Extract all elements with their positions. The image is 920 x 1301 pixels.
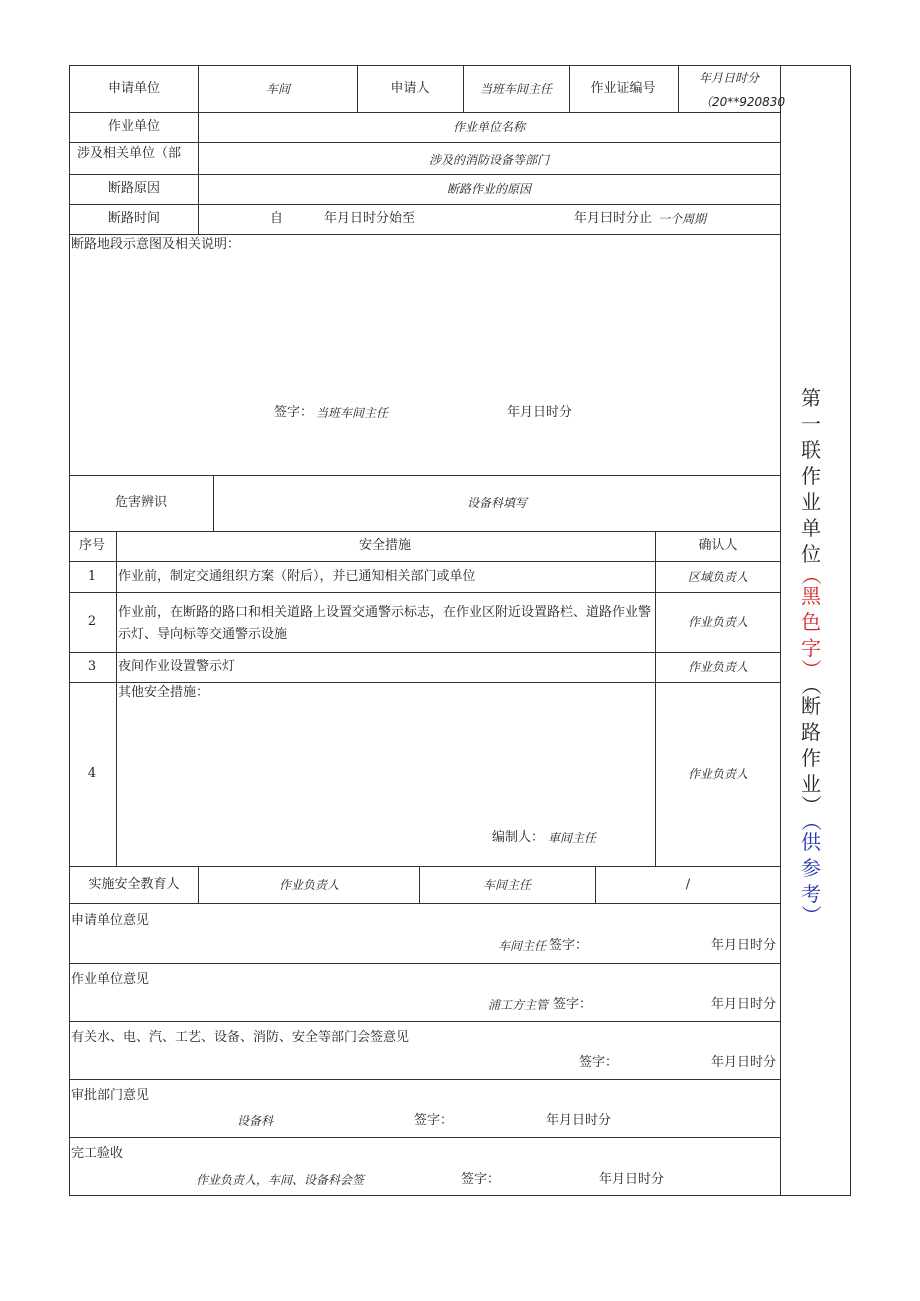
col-measure-header: 安全措施 — [358, 538, 412, 553]
side-note-part3: （ 断 路 作 业 ） — [799, 675, 823, 815]
compiler-value: 車间主任 — [548, 831, 597, 845]
side-note-part4: （ 供 参 考 ） — [799, 811, 823, 925]
measure-no: 4 — [87, 766, 97, 781]
reason-label: 断路原因 — [107, 181, 161, 196]
reason-value: 断路作业的原因 — [446, 182, 532, 196]
measure-text: 作业前，在断路的路口和相关道路上设置交通警示标志，在作业区附近设置路栏、道路作业警示灯、导向标等交通警示设施 — [118, 605, 652, 642]
measure-confirm: 区域负责人 — [687, 570, 749, 584]
opinion-label: 完工验收 — [71, 1146, 124, 1161]
apply-unit-value: 车间 — [265, 82, 291, 96]
measure-no: 2 — [87, 614, 97, 629]
time-start: 年月日时分始至 — [324, 211, 416, 226]
measure-confirm: 作业负责人 — [687, 660, 749, 674]
diagram-sign-value: 当班车间主任 — [316, 406, 389, 420]
measure-text: 作业前，制定交通组织方案（附后），并已通知相关部门或单位 — [118, 569, 476, 584]
side-column-divider — [780, 65, 781, 1196]
opinion-signer: 作业负责人，车间、设备科会签 — [196, 1173, 365, 1187]
permit-no-label: 作业证编号 — [590, 81, 656, 96]
work-unit-value: 作业单位名称 — [452, 120, 526, 134]
education-label: 实施安全教育人 — [88, 877, 180, 892]
measure-confirm: 作业负责人 — [687, 615, 749, 629]
related-unit-value: 涉及的消防设备等部门 — [428, 153, 550, 167]
diagram-label: 断路地段示意图及相关说明： — [71, 237, 241, 252]
opinion-label: 作业单位意见 — [71, 972, 150, 987]
opinion-label: 申请单位意见 — [71, 913, 150, 928]
opinion-signer: 车间主任 — [498, 939, 547, 953]
opinion-date: 年月日时分 — [711, 1055, 777, 1070]
time-end: 年月曰时分止 — [574, 211, 653, 226]
measure-no: 3 — [87, 659, 97, 674]
opinion-date: 年月日时分 — [599, 1172, 665, 1187]
diagram-date: 年月日时分 — [507, 405, 573, 420]
hazard-label: 危害辨识 — [114, 495, 168, 510]
measure-confirm: 作业负责人 — [687, 767, 749, 781]
hazard-value: 设备科填写 — [466, 496, 528, 510]
measure-text: 夜间作业设置警示灯 — [118, 659, 236, 674]
col-no-header: 序号 — [78, 538, 106, 553]
education-value-2: 车间主任 — [482, 878, 532, 892]
compiler-label: 编制人： — [492, 830, 545, 845]
opinion-signer: 浦工方主管 — [488, 998, 549, 1012]
time-period: 一个周期 — [658, 212, 707, 226]
related-unit-label: 涉及相关单位（部 — [77, 146, 182, 161]
permit-no-value-number: （20**920830 — [700, 95, 786, 109]
diagram-sign-label: 签字： — [274, 405, 314, 420]
measure-no: 1 — [87, 569, 97, 584]
side-note-part2: （ 黑 色 字 ） — [799, 565, 823, 679]
applicant-value: 当班车间主任 — [479, 82, 553, 96]
side-note-part1: 第 一 联 作 业 单 位 — [801, 386, 821, 566]
opinion-sign: 签字： — [553, 997, 593, 1012]
col-confirm-header: 确认人 — [698, 538, 738, 553]
education-value-1: 作业负责人 — [278, 878, 340, 892]
applicant-label: 申请人 — [390, 81, 430, 96]
opinion-sign: 签字： — [414, 1113, 454, 1128]
time-from: 自 — [270, 211, 284, 226]
opinion-label: 有关水、电、汽、工艺、设备、消防、安全等部门会签意见 — [71, 1030, 410, 1045]
opinion-date: 年月日时分 — [546, 1113, 612, 1128]
opinion-signer: 设备科 — [237, 1114, 274, 1128]
opinion-sign: 签字： — [461, 1172, 501, 1187]
work-unit-label: 作业单位 — [107, 119, 161, 134]
apply-unit-label: 申请单位 — [107, 81, 161, 96]
measure-text: 其他安全措施： — [118, 685, 210, 700]
opinion-label: 审批部门意见 — [71, 1088, 150, 1103]
opinion-date: 年月日时分 — [711, 997, 777, 1012]
opinion-sign: 签字： — [549, 938, 589, 953]
permit-no-value-date: 年月日时分 — [698, 71, 760, 85]
opinion-sign: 签字： — [579, 1055, 619, 1070]
education-value-3: / — [685, 877, 691, 892]
time-label: 断路时间 — [107, 211, 161, 226]
side-note — [798, 385, 824, 923]
opinion-date: 年月日时分 — [711, 938, 777, 953]
